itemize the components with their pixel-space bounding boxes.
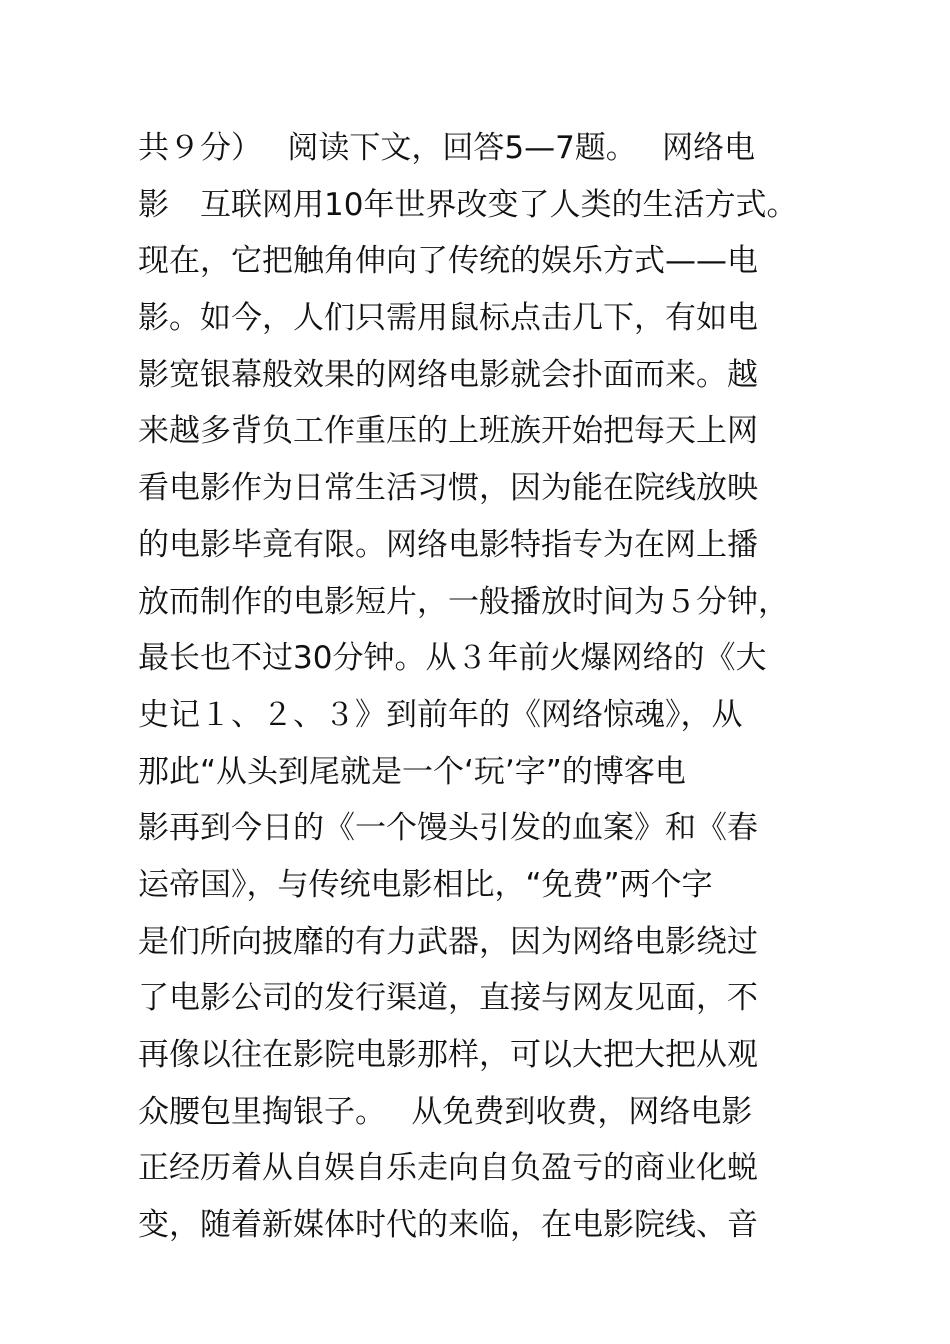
text-line-10: 最长也不过30分钟。从３年前火爆网络的《大 [138,640,767,677]
text-line-1: 共９分） 阅读下文，回答5—7题。 网络电 [138,130,756,166]
text-line-13: 影再到今日的《一个馒头引发的血案》和《春 [138,810,758,847]
text-line-14: 运帝国》，与传统电影相比，“免费”两个字 [138,866,713,903]
text-line-19: 正经历着从自娱自乐走向自负盈亏的商业化蜕 [138,1150,758,1187]
text-line-17: 再像以往在影院电影那样，可以大把大把从观 [138,1037,758,1073]
text-line-4: 影。如今，人们只需用鼠标点击几下，有如电 [138,300,758,337]
text-line-6: 来越多背负工作重压的上班族开始把每天上网 [138,413,758,450]
text-line-12: 那此“从头到尾就是一个‘玩’字”的博客电 [138,753,686,790]
body-text [138,120,838,1254]
text-line-7: 看电影作为日常生活习惯，因为能在院线放映 [138,470,758,507]
text-line-2: 影 互联网用10年世界改变了人类的生活方式。 [138,186,798,223]
text-line-3: 现在，它把触角伸向了传统的娱乐方式——电 [138,243,758,280]
text-line-20: 变，随着新媒体时代的来临，在电影院线、音 [138,1207,758,1244]
text-line-15: 是们所向披靡的有力武器，因为网络电影绕过 [138,923,758,960]
text-line-18: 众腰包里掏银子。 从免费到收费，网络电影 [138,1093,753,1130]
text-line-5: 影宽银幕般效果的网络电影就会扑面而来。越 [138,356,758,393]
text-line-9: 放而制作的电影短片，一般播放时间为５分钟， [138,583,789,620]
text-line-8: 的电影毕竟有限。网络电影特指专为在网上播 [138,526,758,563]
text-line-16: 了电影公司的发行渠道，直接与网友见面，不 [138,980,758,1017]
text-line-11: 史记１、２、３》到前年的《网络惊魂》，从 [138,696,743,733]
